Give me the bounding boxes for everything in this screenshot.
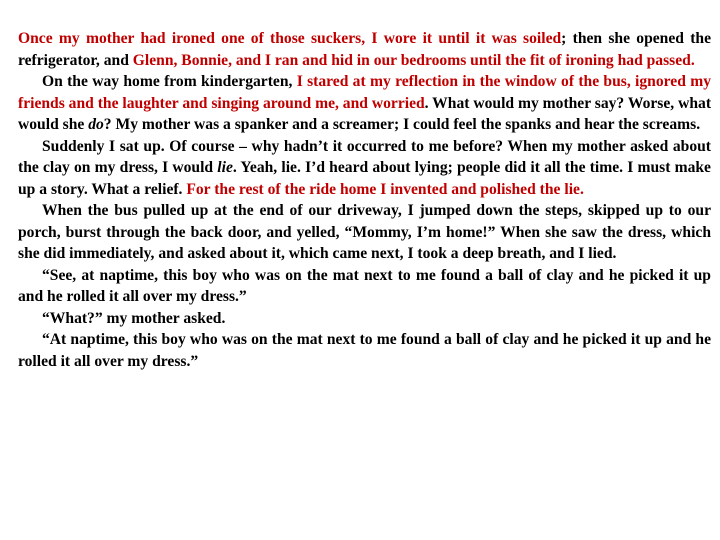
- text-segment: Glenn, Bonnie, and I ran and hid in our bedrooms until the fit of ironing had passed.: [132, 51, 695, 69]
- text-segment: “See, at naptime, this boy who was on the mat next to me found a ball of clay and he picked it up and he rolled it all over my dress.”: [18, 266, 711, 305]
- text-segment: . What would my mother say? Worse, what would she: [18, 94, 712, 133]
- text-segment: “At naptime, this boy who was on the mat next to me found a ball of clay and he picked it up and he rolled it all over my dress.”: [18, 331, 711, 370]
- text-segment: “What?” my mother asked.: [42, 309, 226, 327]
- paragraph-1: [18, 28, 711, 71]
- paragraph-6: [18, 308, 711, 330]
- text-segment: lie: [217, 159, 233, 176]
- text-segment: When the bus pulled up at the end of our driveway, I jumped down the steps, skipped up to our porch, burst through the back door, and yelled, “Mommy, I’m home!” When she saw the dress, which she did immediately, and asked about it, which came next, I took a deep breath, and I lied.: [18, 202, 711, 262]
- paragraph-3: [18, 136, 711, 201]
- text-segment: On the way home from kindergarten,: [42, 73, 297, 90]
- text-segment: ; then she opened the refrigerator, and: [18, 30, 711, 69]
- text-segment: . Yeah, lie. I’d heard about lying; people did it all the time. I must make up a story. What a relief.: [18, 159, 711, 198]
- document-body: [18, 28, 711, 372]
- text-segment: For the rest of the ride home I invented and polished the lie.: [186, 180, 584, 198]
- text-segment: Suddenly I sat up. Of course – why hadn’t it occurred to me before? When my mother asked about the clay on my dress, I would: [18, 137, 711, 176]
- text-segment: do: [88, 116, 104, 133]
- text-segment: ? My mother was a spanker and a screamer; I could feel the spanks and hear the screams.: [103, 116, 701, 133]
- paragraph-7: [18, 329, 711, 372]
- text-segment: soiled: [523, 30, 562, 47]
- paragraph-5: [18, 265, 711, 308]
- paragraph-2: [18, 71, 711, 136]
- text-segment: Once my mother had ironed one of those suckers, I wore it until it was: [18, 30, 524, 47]
- text-segment: I stared at my reflection in the window of the bus, ignored my friends and the laughter and singing around me, and worried: [18, 73, 711, 112]
- paragraph-4: [18, 200, 711, 265]
